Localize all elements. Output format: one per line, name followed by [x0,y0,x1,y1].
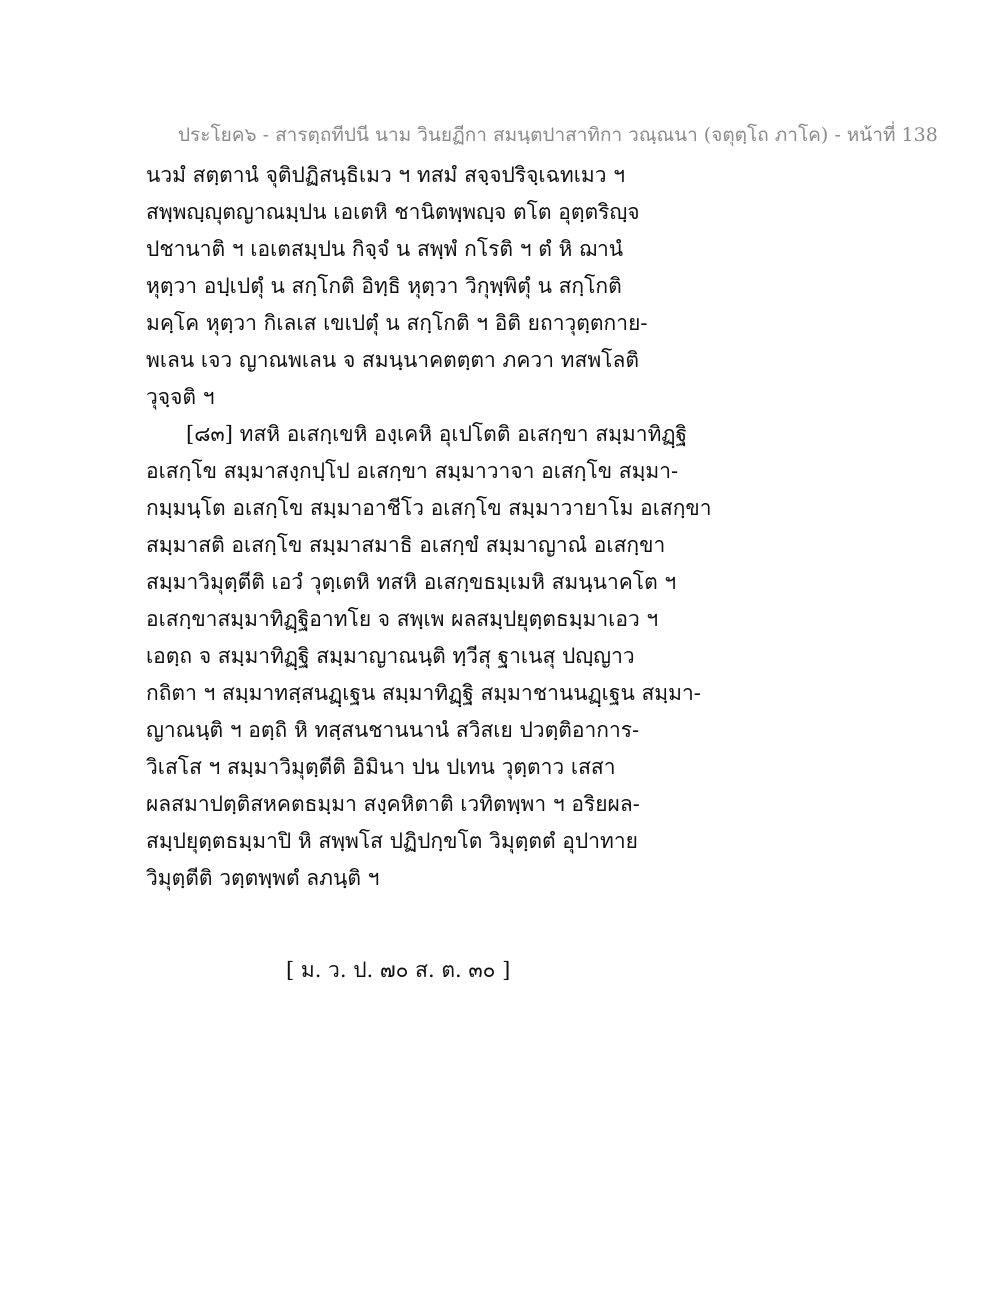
text-line: พเลน เจว ญาณพเลน จ สมนฺนาคตตฺตา ภควา ทสพโลติ [146,348,639,372]
text-line: นวมํ สตฺตานํ จุติปฏิสนฺธิเมว ฯ ทสมํ สจฺจปริจฺเฉทเมว ฯ [146,163,626,187]
text-line: วิเสโส ฯ สมฺมาวิมุตฺตีติ อิมินา ปน ปเทน วุตฺตาว เสสา [146,755,616,779]
text-line: อเสกฺโข สมฺมาสงฺกปฺโป อเสกฺขา สมฺมาวาจา อเสกฺโข สมฺมา- [146,459,679,483]
text-line: สมฺปยุตฺตธมฺมาปิ หิ สพฺพโส ปฏิปกฺขโต วิมุตฺตตํ อุปาทาย [146,829,638,853]
text-line: ปชานาติ ฯ เอเตสมฺปน กิจฺจํ น สพฺพํ กโรติ ฯ ตํ หิ ฌานํ [146,237,624,261]
text-line: กมฺมนฺโต อเสกฺโข สมฺมาอาชีโว อเสกฺโข สมฺมาวายาโม อเสกฺขา [146,496,712,520]
text-line: วุจฺจติ ฯ [146,385,215,409]
document-body [146,157,712,897]
text-line: สมฺมาสติ อเสกฺโข สมฺมาสมาธิ อเสกฺขํ สมฺมาญาณํ อเสกฺขา [146,533,666,557]
text-line: [๘๓] ทสหิ อเสกฺเขหิ องฺเคหิ อุเปโตติ อเสกฺขา สมฺมาทิฏฺฐิ [186,422,688,446]
text-line: อเสกฺขาสมฺมาทิฏฺฐิอาทโย จ สพฺเพ ผลสมฺปยุตฺตธมฺมาเอว ฯ [146,607,659,631]
text-line: กถิตา ฯ สมฺมาทสฺสนฏฺเฐน สมฺมาทิฏฺฐิ สมฺมาชานนฏฺเฐน สมฺมา- [146,681,701,705]
reference-citation: [ ม. ว. ป. ๗๐ ส. ต. ๓๐ ] [286,958,511,982]
text-line: สพฺพญฺญุตญาณมฺปน เอเตหิ ชานิตพฺพญฺจ ตโต อุตฺตริญฺจ [146,200,640,224]
text-line: หุตฺวา อปฺเปตุํ น สกฺโกติ อิทฺธิ หุตฺวา วิกุพฺพิตุํ น สกฺโกติ [146,274,622,298]
text-line: ผลสมาปตฺติสหคตธมฺมา สงฺคหิตาติ เวทิตพฺพา ฯ อริยผล- [146,792,640,816]
text-line: มคฺโค หุตฺวา กิเลเส เขเปตุํ น สกฺโกติ ฯ อิติ ยถาวุตฺตกาย- [146,311,648,335]
text-line: ญาณนฺติ ฯ อตฺถิ หิ ทสฺสนชานนานํ สวิสเย ปวตฺติอาการ- [146,718,640,742]
text-line: เอตฺถ จ สมฺมาทิฏฺฐิ สมฺมาญาณนฺติ ทฺวีสุ ฐาเนสุ ปญฺญาว [146,644,635,668]
text-line: วิมุตฺตีติ วตฺตพฺพตํ ลภนฺติ ฯ [146,866,380,890]
page-header: ประโยค๖ - สารตฺถทีปนี นาม วินยฏีกา สมนฺตปาสาทิกา วณฺณนา (จตุตฺโถ ภาโค) - หน้าที่ 138 [178,124,938,146]
text-line: สมฺมาวิมุตฺตีติ เอวํ วุตฺเตหิ ทสหิ อเสกฺขธมฺเมหิ สมนฺนาคโต ฯ [146,570,677,594]
